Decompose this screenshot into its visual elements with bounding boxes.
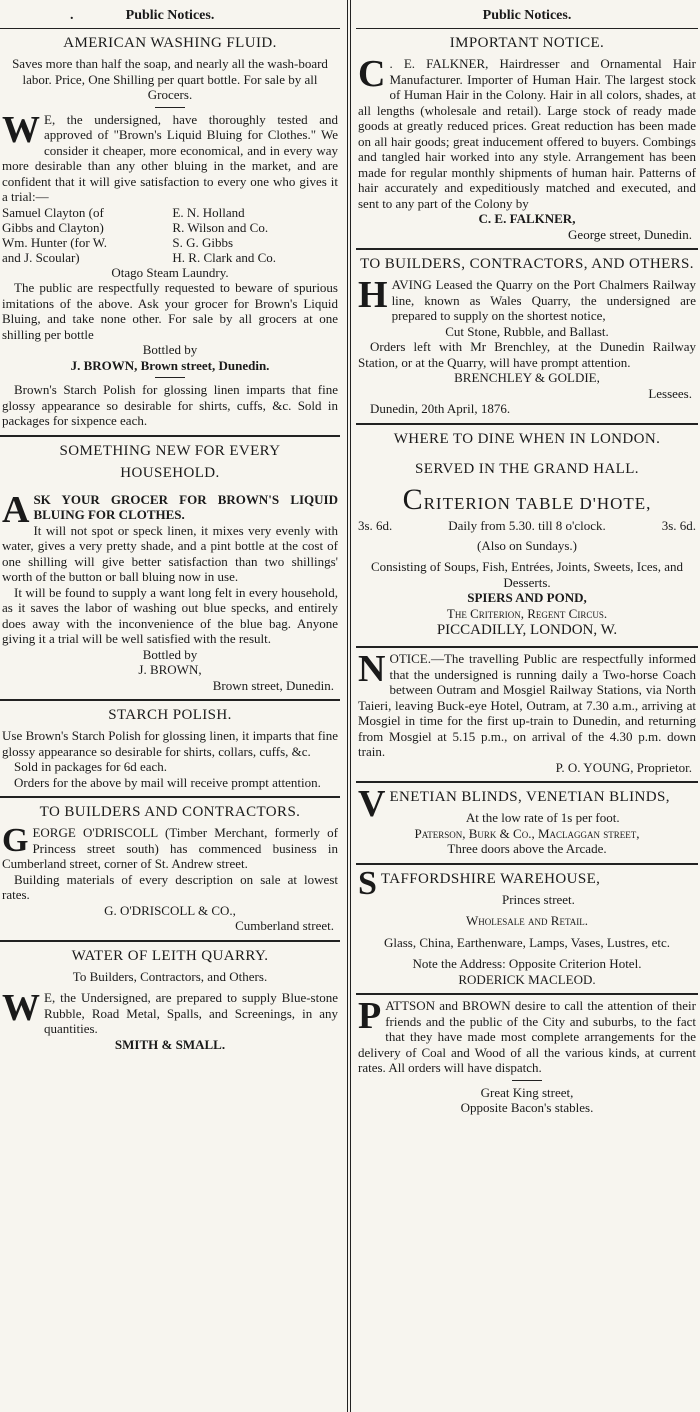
ad-body: Use Brown's Starch Polish for glossing linen, it imparts that fine glossy appearance so desirable for shirts, collars, cuffs, &c. (2, 728, 338, 759)
ad-pattson-brown (356, 995, 698, 1122)
ad-title: WATER OF LEITH QUARRY. (71, 947, 269, 964)
ad-signature: BRENCHLEY & GOLDIE, (454, 370, 600, 385)
drop-cap: P (358, 995, 382, 1037)
drop-cap: A (2, 488, 30, 531)
ad-body: Building materials of every description on sale at lowest rates. (2, 871, 338, 902)
ad-address: Opposite Bacon's stables. (460, 1100, 594, 1115)
drop-cap: G (2, 822, 29, 859)
ad-lead: SK YOUR GROCER FOR BROWN'S LIQUID BLUING FOR CLOTHES. (33, 491, 338, 522)
ad-body: It will be found to supply a want long felt in every household, as it saves the labor of washing out blue specks, and entirely does away with the inconvenience of the blue bag. Anyone giving it a trial will be well satisfied with the result. (2, 584, 338, 646)
ad-coach-notice (356, 648, 698, 783)
ad-signature: C. E. FALKNER, (478, 211, 576, 226)
ad-signature: SPIERS AND POND, (467, 590, 587, 605)
ad-body: . E. FALKNER, Hairdresser and Ornamental Hair Manufacturer. Importer of Human Hair. The largest stock of Human Hair in the Colony. Hair in all colors, shades, at all lengths (wholesale and retail). Large stock of ready made goods at greatly reduced prices. Great reduction has been made on all hair goods; great inducement offered to buyers. Combings and tangled hair worked into any style. Arrangement has been made for regular monthly shipments of human hair. Patterns of hair accurately and expeditiously matched and executed, and sent to any part of the Colony by (358, 56, 696, 211)
ad-body: OTICE.—The travelling Public are respectfully informed that the undersigned is running daily a Two-horse Coach between Outram and Mosgiel Railway Stations, via North Taieri, leaving Buck-eye Hotel, Outram, at 7.30 a.m., arriving at Mosgiel in time for the first up-train to Dunedin, and returning from Mosgiel at 5.15 p.m., on arrival of the 4.30 p.m. down train. (358, 651, 696, 759)
drop-cap: S (358, 864, 377, 902)
ad-title: STARCH POLISH. (108, 707, 232, 723)
ad-heading: CRITERION TABLE D'HOTE, (402, 482, 652, 516)
ad-body: AVING Leased the Quarry on the Port Chalmers Railway line, known as Wales Quarry, the undersigned are prepared to supply on the shortest notice, (391, 277, 696, 323)
ad-staffordshire-warehouse (356, 865, 698, 996)
column-divider (350, 0, 352, 1412)
ad-falkner (356, 29, 698, 250)
ad-criterion (356, 425, 698, 649)
ad-address: George street, Dunedin. (568, 226, 692, 242)
drop-cap: W (2, 108, 40, 151)
ad-subtitle: To Builders, Contractors, and Others. (72, 968, 268, 984)
ad-signature: G. O'DRISCOLL & CO., (104, 902, 236, 918)
ad-title: TO BUILDERS, CONTRACTORS, AND OTHERS. (360, 256, 694, 272)
divider (155, 107, 185, 108)
ad-body: Orders for the above by mail will receive prompt attention. (14, 774, 321, 790)
ad-address: Three doors above the Arcade. (447, 841, 607, 856)
ad-title: WHERE TO DINE WHEN IN LONDON. (393, 430, 661, 447)
ad-maker: Paterson, Burk & Co., Maclaggan street, (414, 825, 640, 841)
column-header: . Public Notices. (0, 0, 340, 29)
drop-cap: C (358, 53, 386, 95)
ad-title: IMPORTANT NOTICE. (449, 35, 605, 51)
starch-note: Brown's Starch Polish for glossing linen imparts that fine glossy appearance so desirable for shirts, cuffs, &c. Sold in packages for sixpence each. (2, 382, 338, 428)
maker-signature: J. BROWN, (138, 662, 202, 677)
ad-title: HOUSEHOLD. (120, 464, 220, 481)
ad-signature: SMITH & SMALL. (114, 1036, 226, 1052)
ad-body: At the low rate of 1s per foot. (465, 810, 620, 825)
ad-body: E, the Undersigned, are prepared to supply Blue-stone Rubble, Road Metal, Spalls, and Screenings, in any quantities. (44, 990, 338, 1036)
drop-cap: W (2, 987, 40, 1029)
ad-odriscoll (0, 798, 340, 942)
ad-starch-polish (0, 701, 340, 798)
ad-brenchley-goldie (356, 250, 698, 425)
ad-body: E, the undersigned, have thoroughly tested and approved of "Brown's Liquid Bluing for Clothes." We consider it cheaper, more economical, and in every way more desirable than any other bluing in the market, and are confident that it will give satisfaction to every one who gives it a trial:— (2, 111, 338, 204)
endorser-list: Samuel Clayton (of E. N. Holland Gibbs and Clayton) R. Wilson and Co. Wm. Hunter (for W. S. G. Gibbs and J. Scoular) H. R. Clark and Co. (2, 204, 277, 265)
endorser-laundry: Otago Steam Laundry. (111, 264, 229, 280)
ad-date: Dunedin, 20th April, 1876. (370, 401, 511, 416)
right-column (354, 0, 698, 1412)
ad-city: PICCADILLY, LONDON, W. (436, 622, 618, 638)
ad-american-washing-fluid (0, 29, 340, 437)
ad-street: Great King street, (480, 1084, 574, 1100)
ad-body: Consisting of Soups, Fish, Entrées, Joints, Sweets, Ices, and Desserts. (371, 559, 683, 590)
ad-body: Sold in packages for 6d each. (14, 759, 168, 774)
hours-line: 3s. 6d. Daily from 5.30. till 8 o'clock. 3s. 6d. (358, 517, 696, 533)
drop-cap: C (402, 482, 424, 516)
ad-title: SOMETHING NEW FOR EVERY (59, 442, 281, 459)
divider (155, 377, 185, 378)
bottled-by: Bottled by (142, 646, 198, 662)
ad-street: Princes street. (502, 891, 575, 907)
ad-title: TAFFORDSHIRE WAREHOUSE, (380, 870, 601, 887)
drop-cap: V (358, 783, 386, 825)
bottled-by: Bottled by (142, 342, 198, 357)
column-divider (347, 0, 349, 1412)
ad-title: TO BUILDERS AND CONTRACTORS. (39, 804, 301, 820)
ad-address: Cumberland street. (235, 918, 334, 933)
ad-title: AMERICAN WASHING FLUID. (63, 35, 277, 51)
ad-venetian-blinds (356, 783, 698, 865)
ad-something-new (0, 437, 340, 702)
ad-body: ATTSON and BROWN desire to call the attention of their friends and the public of the City and suburbs, to the fact that they have made most complete arrangements for the delivery of Coal and Wood of all the various kinds, at current rates. All orders will have dispatch. (358, 998, 696, 1075)
ad-trade: Wholesale and Retail. (466, 913, 588, 928)
drop-cap: H (358, 274, 388, 316)
ad-subtitle: SERVED IN THE GRAND HALL. (415, 460, 639, 477)
ad-signature: P. O. YOUNG, Proprietor. (555, 759, 692, 775)
ad-body: Glass, China, Earthenware, Lamps, Vases, Lustres, etc. (383, 934, 671, 950)
caution-text: The public are respectfully requested to beware of spurious imitations of the above. Ask your grocer for Brown's Liquid Bluing, and take none other. For sale by all grocers at one shilling per bottle (2, 280, 338, 342)
left-column (0, 0, 344, 1412)
maker-signature: J. BROWN, Brown street, Dunedin. (70, 357, 270, 373)
ad-signature: RODERICK MACLEOD. (458, 971, 596, 987)
column-header: Public Notices. (356, 0, 698, 29)
ad-goods: Cut Stone, Rubble, and Ballast. (445, 323, 609, 339)
ad-role: Lessees. (648, 385, 692, 401)
maker-address: Brown street, Dunedin. (212, 677, 334, 693)
divider (512, 1080, 542, 1081)
ad-title: ENETIAN BLINDS, VENETIAN BLINDS, (389, 789, 670, 805)
ad-body: Orders left with Mr Brenchley, at the Dunedin Railway Station, or at the Quarry, will have prompt attention. (358, 339, 696, 370)
ad-note: (Also on Sundays.) (476, 537, 578, 553)
ad-body: Saves more than half the soap, and nearly all the wash-board labor. Price, One Shilling per quart bottle. For sale by all Grocers. (12, 56, 328, 102)
ad-place: The Criterion, Regent Circus. (446, 605, 608, 621)
ad-water-of-leith-quarry (0, 942, 340, 1059)
ad-body: It will not spot or speck linen, it mixes very evenly with water, gives a very pretty shade, and a pint bottle at the cost of one shilling will give better satisfaction than two shillings' worth of the button or ball bluing now in use. (2, 522, 338, 584)
drop-cap: N (358, 648, 386, 690)
ad-note: Note the Address: Opposite Criterion Hotel. (412, 956, 642, 971)
ad-body: EORGE O'DRISCOLL (Timber Merchant, formerly of Princess street south) has commenced business in Cumberland street, corner of St. Andrew street. (2, 825, 338, 871)
